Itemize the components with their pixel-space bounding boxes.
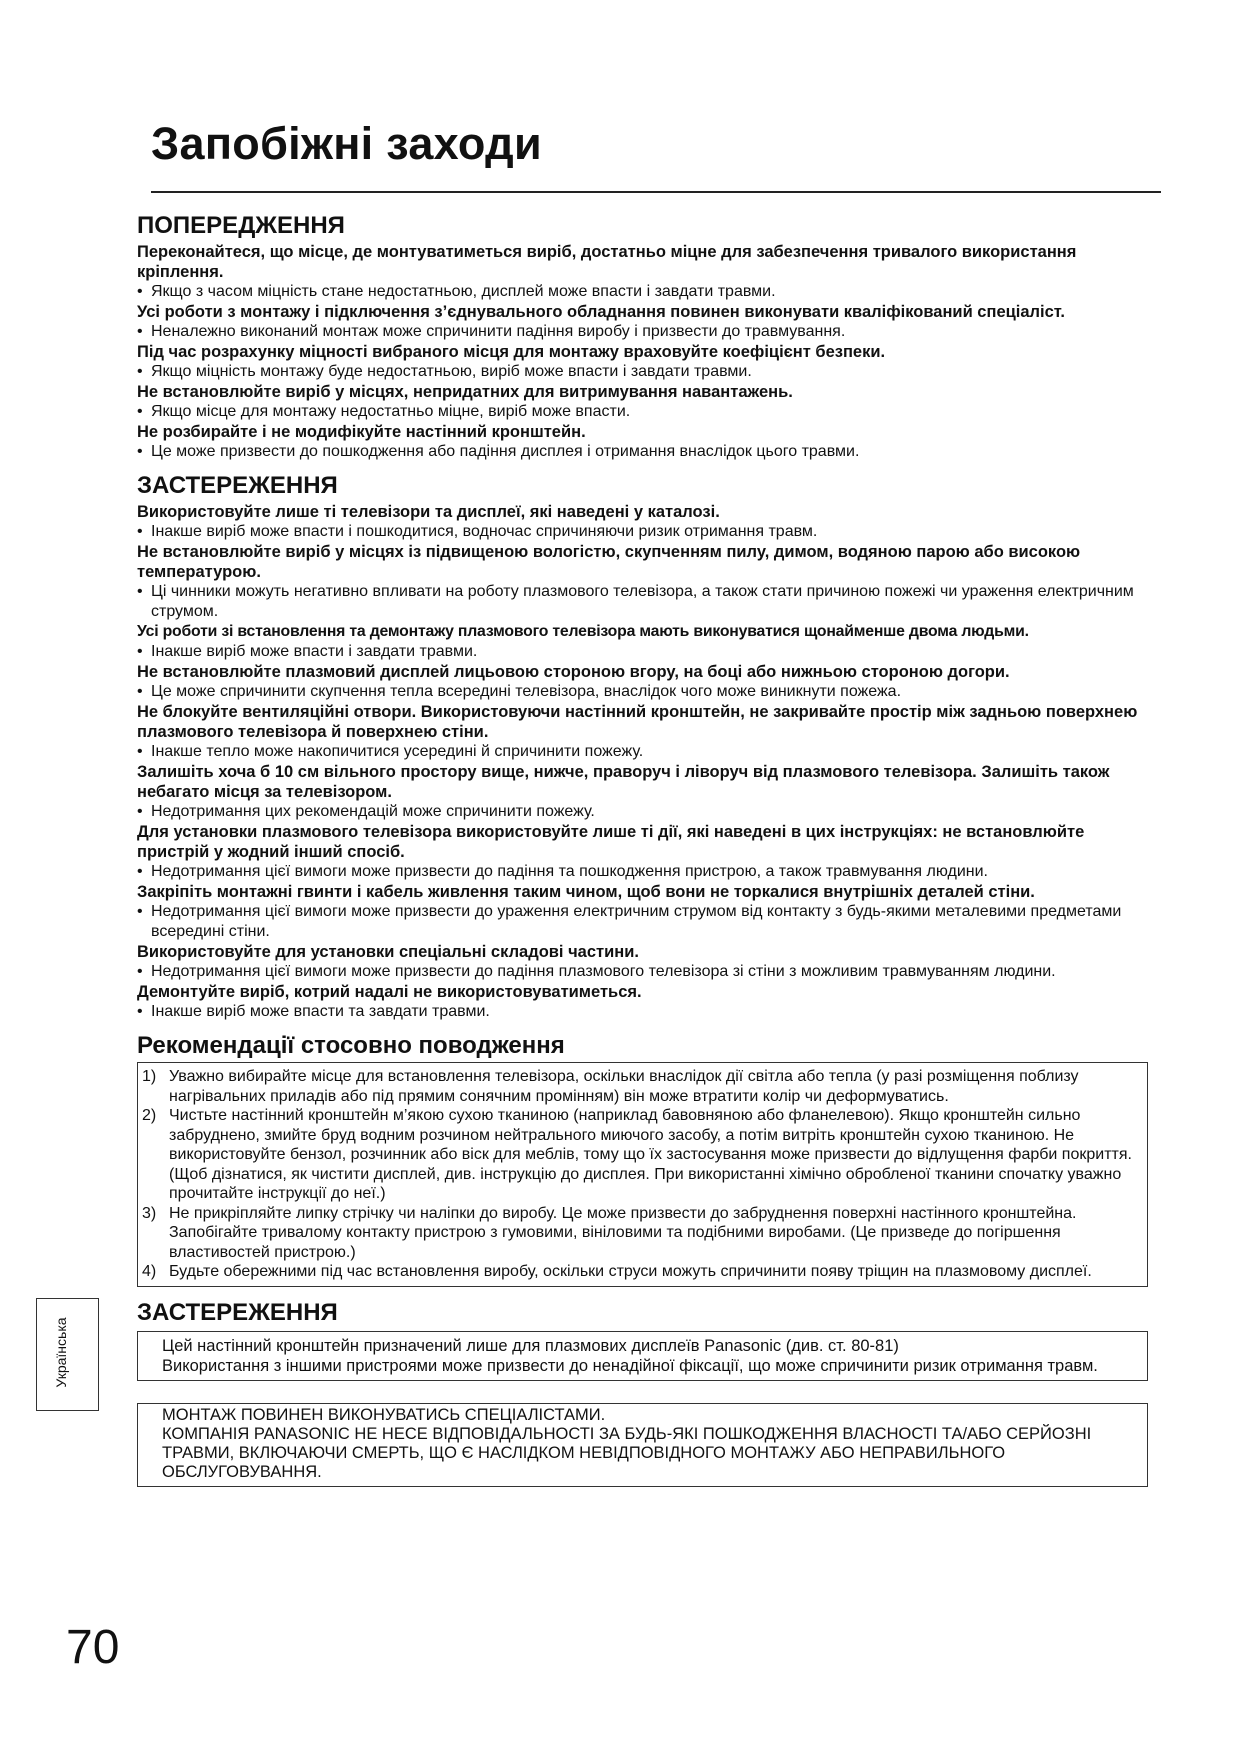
bullet-icon: •	[137, 1003, 143, 1020]
caution-item-title: Використовуйте для установки спеціальні складові частини.	[137, 943, 639, 961]
caution-item	[137, 662, 1152, 702]
caution-item-bullet: • Інакше виріб може впасти і пошкодитися, водночас спричиняючи ризик отримання травм.	[137, 523, 818, 540]
disclaimer-line: МОНТАЖ ПОВИНЕН ВИКОНУВАТИСЬ СПЕЦІАЛІСТАМИ.	[162, 1405, 606, 1424]
bullet-icon: •	[137, 803, 143, 820]
warning-heading: ПОПЕРЕДЖЕННЯ	[137, 212, 345, 239]
warning-item-title: Під час розрахунку міцності вибраного місця для монтажу враховуйте коефіцієнт безпеки.	[137, 343, 886, 361]
compatibility-caution-heading: ЗАСТЕРЕЖЕННЯ	[137, 1298, 338, 1326]
bullet-icon: •	[137, 583, 143, 600]
recommendations-heading: Рекомендації стосовно поводження	[137, 1032, 565, 1059]
recommendation-note: (Щоб дізнатися, як чистити дисплей, див. інструкцію до дисплея. При використанні хімічно обробленої тканини спочатку уважно прочитайте інструкції до неї.)	[169, 1165, 1122, 1202]
warning-item	[137, 422, 1152, 462]
warning-section	[137, 212, 1152, 462]
warning-item-bullet: • Якщо з часом міцність стане недостатньою, дисплей може впасти і завдати травми.	[137, 283, 776, 300]
compatibility-caution-box	[137, 1331, 1148, 1381]
warning-item-bullet: • Це може призвести до пошкодження або падіння дисплея і отримання внаслідок цього травми.	[137, 443, 860, 460]
bullet-icon: •	[137, 863, 143, 880]
caution-item	[137, 702, 1152, 762]
caution-item-title: Не встановлюйте плазмовий дисплей лицьовою стороною вгору, на боці або нижньою стороною догори.	[137, 663, 1010, 681]
caution-item-bullet: • Ці чинники можуть негативно впливати на роботу плазмового телевізора, а також стати причиною пожежі чи ураження електричним струмом.	[137, 583, 1134, 620]
warning-item	[137, 382, 1152, 422]
warning-item-title: Не розбирайте і не модифікуйте настінний кронштейн.	[137, 423, 586, 441]
warning-item-bullet: • Якщо місце для монтажу недостатньо міцне, виріб може впасти.	[137, 403, 631, 420]
warning-item-title: Переконайтеся, що місце, де монтуватиметься виріб, достатньо міцне для забезпечення тривалого використання кріплення.	[137, 243, 1077, 281]
recommendation-item: 4) Будьте обережними під час встановлення виробу, оскільки струси можуть спричинити появу тріщин на плазмовому дисплеї.	[142, 1263, 1092, 1280]
language-tab-label: Українська	[53, 1317, 69, 1388]
page-title: Запобіжні заходи	[151, 118, 542, 169]
warning-item	[137, 342, 1152, 382]
language-tab	[36, 1298, 99, 1411]
caution-item-bullet: • Недотримання цих рекомендацій може спричинити пожежу.	[137, 803, 595, 820]
caution-item	[137, 982, 1152, 1022]
recommendations-section	[137, 1032, 1152, 1287]
caution-item	[137, 502, 1152, 542]
caution-item-title: Не блокуйте вентиляційні отвори. Використовуючи настінний кронштейн, не закривайте простір між задньою поверхнею плазмового телевізора й поверхнею стіни.	[137, 703, 1138, 741]
disclaimer-line: КОМПАНІЯ PANASONIC НЕ НЕСЕ ВІДПОВІДАЛЬНОСТІ ЗА БУДЬ-ЯКІ ПОШКОДЖЕННЯ ВЛАСНОСТІ ТА/АБО СЕРЙОЗНІ ТРАВМИ, ВКЛЮЧАЮЧИ СМЕРТЬ, ЩО Є НАСЛІДКОМ НЕВІДПОВІДНОГО МОНТАЖУ АБО НЕПРАВИЛЬНОГО ОБСЛУГОВУВАННЯ.	[162, 1424, 1092, 1481]
title-divider	[151, 191, 1161, 193]
caution-item-bullet: • Інакше виріб може впасти та завдати травми.	[137, 1003, 490, 1020]
compatibility-caution-line: Цей настінний кронштейн призначений лише для плазмових дисплеїв Panasonic (див. ст. 80-81)	[162, 1336, 899, 1355]
caution-item-bullet: • Недотримання цієї вимоги може призвести до падіння та пошкодження пристрою, а також травмування людини.	[137, 863, 988, 880]
caution-item-title: Закріпіть монтажні гвинти і кабель живлення таким чином, щоб вони не торкалися внутрішніх деталей стіни.	[137, 883, 1035, 901]
caution-item-title: Усі роботи зі встановлення та демонтажу плазмового телевізора мають виконуватися щонайменше двома людьми.	[137, 623, 1029, 640]
caution-item-title: Для установки плазмового телевізора використовуйте лише ті дії, які наведені в цих інструкціях: не встановлюйте пристрій у жодний інший спосіб.	[137, 823, 1085, 861]
caution-item	[137, 882, 1152, 942]
caution-item-bullet: • Недотримання цієї вимоги може призвести до падіння плазмового телевізора зі стіни з можливим травмуванням людини.	[137, 963, 1056, 980]
caution-heading: ЗАСТЕРЕЖЕННЯ	[137, 472, 338, 499]
warning-item	[137, 302, 1152, 342]
caution-item-bullet: • Це може спричинити скупчення тепла всередині телевізора, внаслідок чого може виникнути пожежа.	[137, 683, 902, 700]
bullet-icon: •	[137, 283, 143, 300]
compatibility-caution-line: Використання з іншими пристроями може призвести до ненадійної фіксації, що може спричинити ризик отримання травм.	[162, 1356, 1098, 1375]
warning-item-title: Не встановлюйте виріб у місцях, непридатних для витримування навантажень.	[137, 383, 793, 401]
bullet-icon: •	[137, 643, 143, 660]
bullet-icon: •	[137, 363, 143, 380]
caution-item-title: Використовуйте лише ті телевізори та дисплеї, які наведені у каталозі.	[137, 503, 720, 521]
recommendation-item: 3) Не прикріпляйте липку стрічку чи наліпки до виробу. Це може призвести до забруднення поверхні настінного кронштейна. Запобігайте тривалому контакту пристрою з гумовими, вініловими та подібними виробами. (Це призведе до погіршення властивостей пристрою.)	[142, 1204, 1077, 1261]
caution-item-title: Демонтуйте виріб, котрий надалі не використовуватиметься.	[137, 983, 642, 1001]
page-number: 70	[66, 1621, 120, 1674]
caution-item-title: Не встановлюйте виріб у місцях із підвищеною вологістю, скупченням пилу, димом, водяною парою або високою температурою.	[137, 543, 1081, 581]
bullet-icon: •	[137, 963, 143, 980]
compatibility-caution-section	[137, 1299, 1152, 1381]
caution-item-title: Залишіть хоча б 10 см вільного простору вище, нижче, праворуч і ліворуч від плазмового телевізора. Залишіть також небагато місця за телевізором.	[137, 763, 1110, 801]
caution-section	[137, 472, 1152, 1022]
warning-item	[137, 242, 1152, 302]
caution-item-bullet: • Інакше тепло може накопичитися усередині й спричинити пожежу.	[137, 743, 644, 760]
caution-item-bullet: • Інакше виріб може впасти і завдати травми.	[137, 643, 478, 660]
recommendation-item: 2) Чистьте настінний кронштейн м’якою сухою тканиною (наприклад бавовняною або фланелевою). Якщо кронштейн сильно забруднено, змийте бруд водним розчином нейтрального миючого засобу, а потім витріть кронштейн сухою тканиною. Не використовуйте бензол, розчинник або віск для меблів, тому що їх застосування може призвести до відлущення фарби покриття.	[142, 1107, 1132, 1163]
caution-item	[137, 822, 1152, 882]
bullet-icon: •	[137, 443, 143, 460]
caution-item	[137, 762, 1152, 822]
bullet-icon: •	[137, 743, 143, 760]
bullet-icon: •	[137, 323, 143, 340]
bullet-icon: •	[137, 903, 143, 920]
warning-item-bullet: • Неналежно виконаний монтаж може спричинити падіння виробу і призвести до травмування.	[137, 323, 846, 340]
content	[137, 212, 1152, 1487]
bullet-icon: •	[137, 403, 143, 420]
bullet-icon: •	[137, 683, 143, 700]
caution-item-bullet: • Недотримання цієї вимоги може призвести до ураження електричним струмом від контакту з будь-якими металевими предметами всередині стіни.	[137, 903, 1122, 940]
caution-item	[137, 622, 1152, 662]
recommendation-item: 1) Уважно вибирайте місце для встановлення телевізора, оскільки внаслідок дії світла або тепла (у разі розміщення поблизу нагрівальних приладів або під прямим сонячним промінням) він може втратити колір чи деформуватись.	[142, 1068, 1079, 1105]
caution-item	[137, 542, 1152, 622]
bullet-icon: •	[137, 523, 143, 540]
recommendations-box	[137, 1062, 1148, 1287]
caution-item	[137, 942, 1152, 982]
warning-item-title: Усі роботи з монтажу і підключення з’єднувального обладнання повинен виконувати кваліфікований спеціаліст.	[137, 303, 1065, 321]
warning-item-bullet: • Якщо міцність монтажу буде недостатньою, виріб може впасти і завдати травми.	[137, 363, 752, 380]
disclaimer-box	[137, 1403, 1148, 1487]
